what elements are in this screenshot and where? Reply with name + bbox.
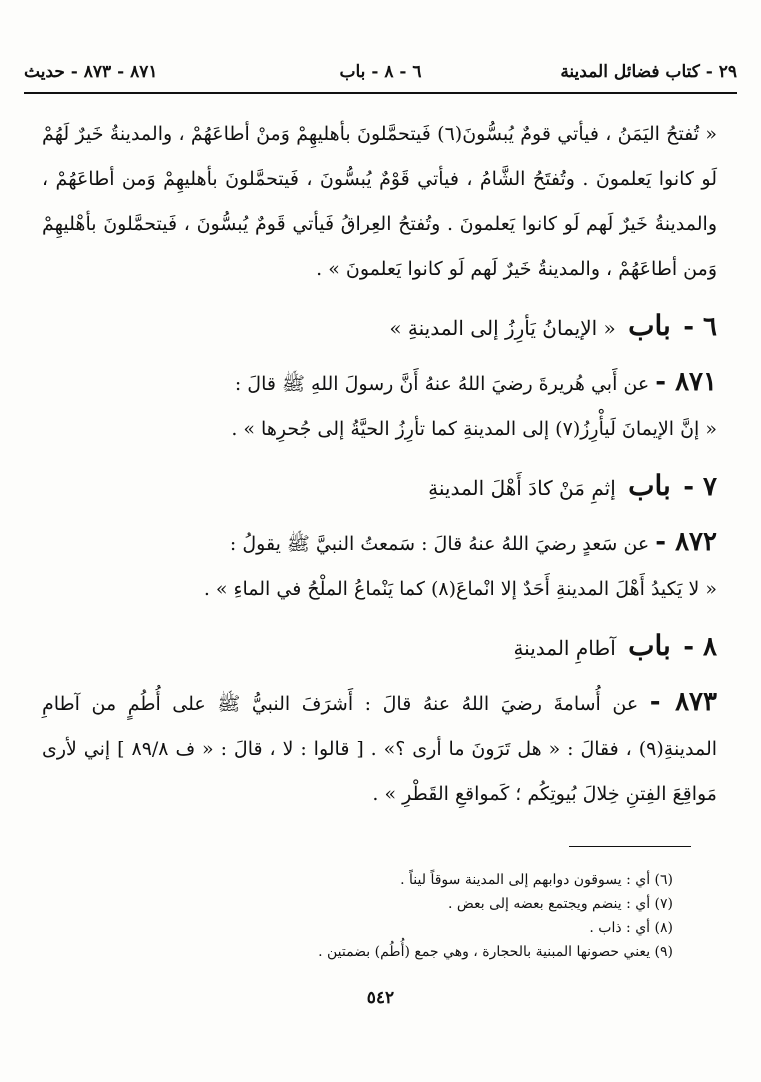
hadith-isnad: عن أَبي هُريرةَ رضيَ اللهُ عنهُ أَنَّ رسولَ اللهِ ﷺ قالَ : — [234, 373, 650, 395]
bab-label: باب — [628, 309, 671, 342]
running-header — [24, 58, 737, 86]
hadith-872 — [42, 520, 717, 567]
hadith-text-871: « إنَّ الإيمانَ لَيأْرِزُ(٧) إلى المدينةِ كما تأرِزُ الحيَّةُ إلى جُحرِها » . — [231, 418, 717, 440]
hadith-873 — [42, 680, 717, 817]
section-title: « الإيمانُ يَأرِزُ إلى المدينةِ » — [389, 316, 616, 340]
section-number: ٦ - — [683, 312, 717, 342]
header-divider — [24, 92, 737, 94]
intro-paragraph: « تُفتحُ اليَمَنُ ، فيأتي قومٌ يُبسُّونَ(٦) فَيتحمَّلونَ بأهليهِمْ وَمنْ أطاعَهُمْ ، والمدينةُ خَيرٌ لَهُمْ لَو كانوا يَعلمونَ . وتُفتَحُ الشَّامُ ، فيأتي قَوْمٌ يُبسُّونَ ، فَيتحمَّلونَ بأهليهِمْ وَمن أطاعَهُمْ ، والمدينةُ خَيرٌ لَهم لَو كانوا يَعلمونَ . وتُفتحُ العِراقُ فَيأتي قَومٌ يُبسُّونَ ، فَيتحمَّلونَ بأهْليهِمْ وَمن أطاعَهُمْ ، والمدينةُ خَيرٌ لَهم لَو كانوا يَعلمونَ » . — [42, 123, 717, 280]
header-hadith-range: ٨٧١ - ٨٧٣ - حديث — [24, 62, 158, 82]
footnote-8: (٨) أي : ذاب . — [589, 920, 673, 936]
hadith-text-872: « لا يَكيدُ أَهْلَ المدينةِ أَحَدٌ إلا انْماعَ(٨) كما يَنْماعُ الملْحُ في الماءِ » . — [203, 578, 717, 600]
section-heading-8 — [42, 624, 717, 670]
footnotes — [60, 868, 673, 964]
page-number: ٥٤٢ — [366, 988, 395, 1008]
header-section: ٦ - ٨ - باب — [339, 62, 422, 82]
footnote-7: (٧) أي : ينضم ويجتمع بعضه إلى بعض . — [447, 896, 673, 912]
footnote-6: (٦) أي : يسوقون دوابهم إلى المدينة سوقاً ليناً . — [400, 872, 673, 888]
section-number: ٨ - — [683, 632, 717, 662]
hadith-isnad: عن سَعدٍ رضيَ اللهُ عنهُ قالَ : سَمعتُ النبيَّ ﷺ يقولُ : — [229, 533, 650, 555]
section-heading-6 — [42, 304, 717, 350]
hadith-number: ٨٧١ - — [655, 367, 717, 397]
bab-label: باب — [628, 469, 671, 502]
main-text — [42, 112, 717, 817]
bab-label: باب — [628, 629, 671, 662]
hadith-number: ٨٧٣ - — [649, 687, 717, 717]
hadith-871 — [42, 360, 717, 407]
section-title: آطامِ المدينةِ — [513, 636, 616, 660]
footnote-divider — [569, 846, 691, 847]
section-title: إثمِ مَنْ كادَ أَهْلَ المدينةِ — [428, 476, 616, 500]
section-number: ٧ - — [683, 472, 717, 502]
hadith-number: ٨٧٢ - — [655, 527, 717, 557]
hadith-isnad: عن أُسامةَ رضيَ اللهُ عنهُ قالَ : أَشرَفَ النبيُّ ﷺ على أُطُمٍ من آطامِ المدينةِ(٩) ، فقالَ : « هل تَرَونَ ما أرى ؟» . [ قالوا : لا ، قالَ : « ف ٨٩/٨ ] إني لأرى مَواقِعَ الفِتنِ خِلالَ بُيوتِكُم ؛ كَمواقعِ القَطْرِ » . — [42, 693, 718, 805]
header-chapter: ٢٩ - كتاب فضائل المدينة — [560, 62, 737, 82]
footnote-9: (٩) يعني حصونها المبنية بالحجارة ، وهي جمع (أُطُم) بضمتين . — [318, 944, 673, 960]
section-heading-7 — [42, 464, 717, 510]
